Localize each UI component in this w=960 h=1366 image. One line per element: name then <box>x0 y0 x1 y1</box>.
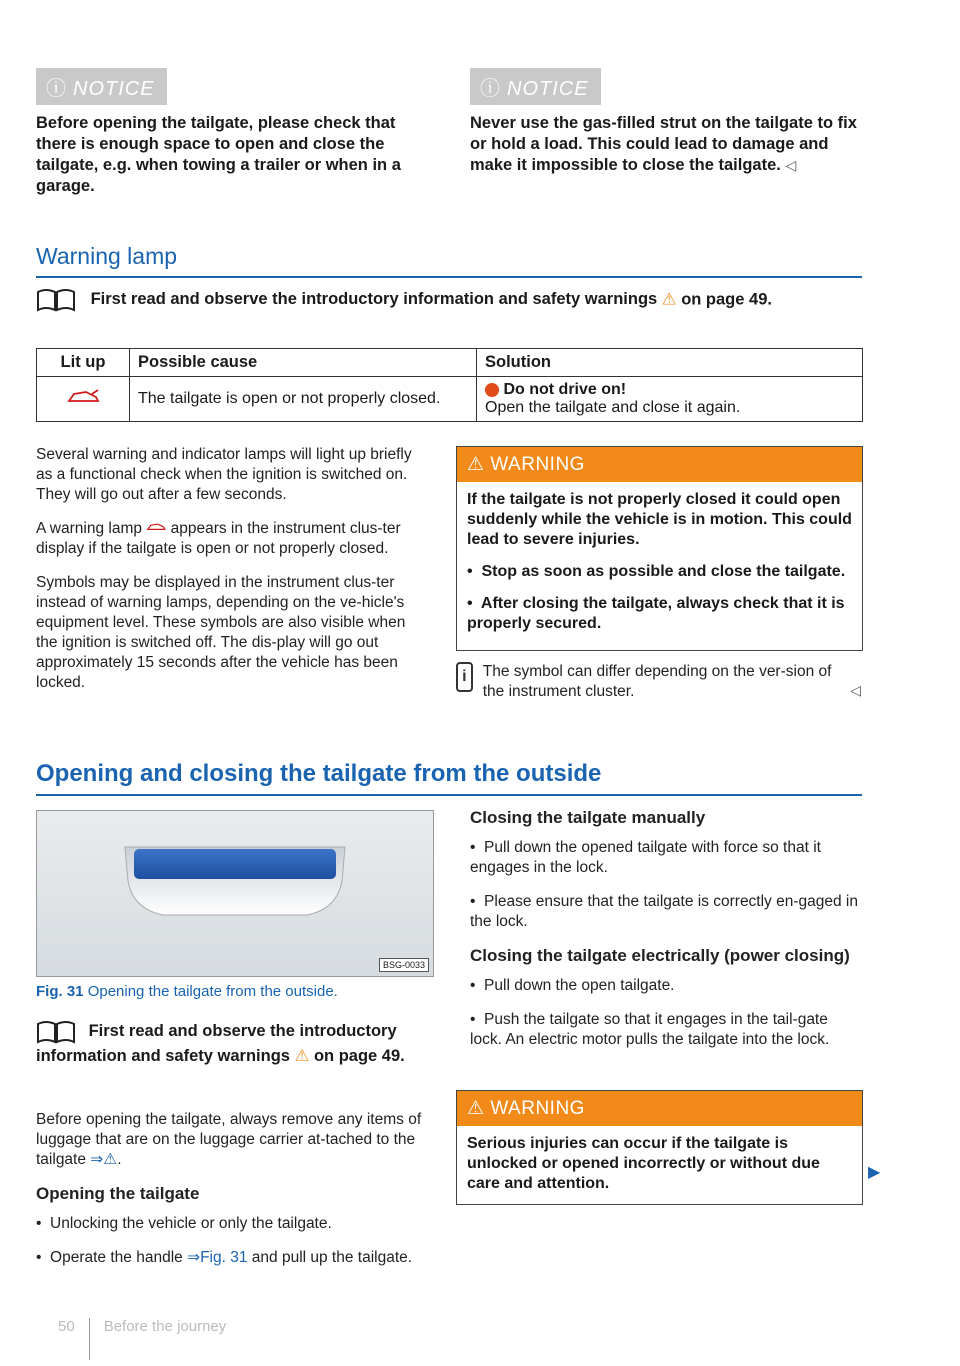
figure-caption: Fig. 31 Opening the tailgate from the outside. <box>36 983 338 1000</box>
page-number: 50 <box>58 1318 75 1335</box>
lamp-table <box>36 348 863 422</box>
figure-31 <box>36 810 434 977</box>
warning-triangle-icon: ⚠ <box>294 1047 310 1065</box>
paragraph: Several warning and indicator lamps will light up briefly as a functional check when the ignition is switched on. They will go out after a few seconds. <box>36 446 412 503</box>
notice-left <box>36 68 431 197</box>
figure-link[interactable]: ⇒Fig. 31 <box>187 1249 248 1266</box>
notice-label: ⓘ NOTICE <box>470 68 601 105</box>
bullet: • Operate the handle ⇒Fig. 31 and pull up the tailgate. <box>36 1249 413 1266</box>
section-rule <box>36 276 862 278</box>
closing-body <box>470 808 862 1064</box>
heading-closing-electrically: Closing the tailgate electrically (power closing) <box>470 946 850 965</box>
notice-text: Before opening the tailgate, please check that there is enough space to open and close the tailgate, e.g. when towing a trailer or when in a garage. <box>36 114 401 195</box>
notice-label: ⓘ NOTICE <box>36 68 167 105</box>
figure-code: BSG-0033 <box>379 958 429 972</box>
heading-closing-manually: Closing the tailgate manually <box>470 808 706 827</box>
warning-body: Serious injuries can occur if the tailgate is unlocked or opened incorrectly or without due care and attention. <box>467 1135 820 1192</box>
paragraph: A warning lamp appears in the instrument clus-ter display if the tailgate is open or not properly closed. <box>36 520 401 557</box>
paragraph: Before opening the tailgate, always remove any items of luggage that are on the luggage carrier at-tached to the tailgate ⇒⚠. <box>36 1111 422 1168</box>
intro-line-opening: First read and observe the introductory information and safety warnings ⚠ on page 49. <box>36 1018 432 1067</box>
bullet: • Pull down the open tailgate. <box>470 977 675 994</box>
paragraph: Symbols may be displayed in the instrument clus-ter instead of warning lamps, depending on the ve-hicle's equipment level. These symbols are also visible when the ignition is switched off. The dis-play will go out approximately 15 seconds after the vehicle has been locked. <box>36 574 406 691</box>
warning-triangle-icon: ⚠ <box>467 454 485 475</box>
footer-section: Before the journey <box>103 1318 227 1335</box>
book-icon <box>36 286 76 314</box>
section-title-warning-lamp: Warning lamp <box>36 243 178 269</box>
warning-bullet: • Stop as soon as possible and close the tailgate. <box>467 563 846 580</box>
heading-opening-tailgate: Opening the tailgate <box>36 1184 200 1203</box>
notice-icon: ⓘ <box>480 78 501 100</box>
warning-box-opening <box>456 1090 863 1205</box>
book-icon <box>36 1018 76 1046</box>
warning-header: ⚠ WARNING <box>457 447 862 482</box>
info-note: i The symbol can differ depending on the ver-sion of the instrument cluster. ◁ <box>456 662 861 702</box>
header-lit-up: Lit up <box>37 349 130 377</box>
opening-body <box>36 1110 432 1282</box>
warning-bullet: • After closing the tailgate, always check that it is properly secured. <box>467 595 845 632</box>
warning-lead: If the tailgate is not properly closed it could open suddenly while the vehicle is in motion. This could lead to severe injuries. <box>467 491 852 548</box>
bullet: • Pull down the opened tailgate with force so that it engages in the lock. <box>470 839 821 876</box>
continue-arrow-icon: ▶ <box>868 1164 881 1181</box>
warning-body <box>457 482 862 650</box>
section-title-opening: Opening and closing the tailgate from the outside <box>36 760 602 787</box>
tailgate-lamp-icon <box>66 388 100 406</box>
tailgate-handle-image <box>37 811 433 976</box>
notice-text: Never use the gas-filled strut on the tailgate to fix or hold a load. This could lead to damage and make it impossible to close the tailgate. ◁ <box>470 114 857 174</box>
warning-triangle-icon: ⚠ <box>467 1098 485 1119</box>
bullet: • Unlocking the vehicle or only the tailgate. <box>36 1215 332 1232</box>
notice-right <box>470 68 865 176</box>
stop-icon <box>485 383 499 397</box>
warning-box-tailgate <box>456 446 863 651</box>
header-cause: Possible cause <box>130 349 477 377</box>
warning-link[interactable]: ⇒⚠ <box>90 1151 118 1168</box>
warning-triangle-icon: ⚠ <box>661 290 677 309</box>
bullet: • Push the tailgate so that it engages in the tail-gate lock. An electric motor pulls the tailgate into the lock. <box>470 1011 830 1048</box>
footer-divider <box>89 1318 90 1360</box>
end-marker-icon: ◁ <box>785 157 797 173</box>
warning-header: ⚠ WARNING <box>457 1091 862 1126</box>
section-rule <box>36 794 862 796</box>
notice-icon: ⓘ <box>46 78 67 100</box>
header-solution: Solution <box>477 349 863 377</box>
lamp-body-text <box>36 445 431 707</box>
bullet: • Please ensure that the tailgate is correctly en-gaged in the lock. <box>470 893 858 930</box>
cause-cell: The tailgate is open or not properly closed. <box>130 377 477 422</box>
tailgate-lamp-icon <box>146 521 166 533</box>
solution-cell: Do not drive on! Open the tailgate and close it again. <box>477 377 863 422</box>
info-icon: i <box>456 662 473 692</box>
end-marker-icon: ◁ <box>850 682 861 698</box>
intro-line-warning-lamp: First read and observe the introductory information and safety warnings ⚠ on page 49. <box>36 286 862 314</box>
tailgate-lamp-cell <box>37 377 130 422</box>
page-footer <box>58 1318 226 1358</box>
